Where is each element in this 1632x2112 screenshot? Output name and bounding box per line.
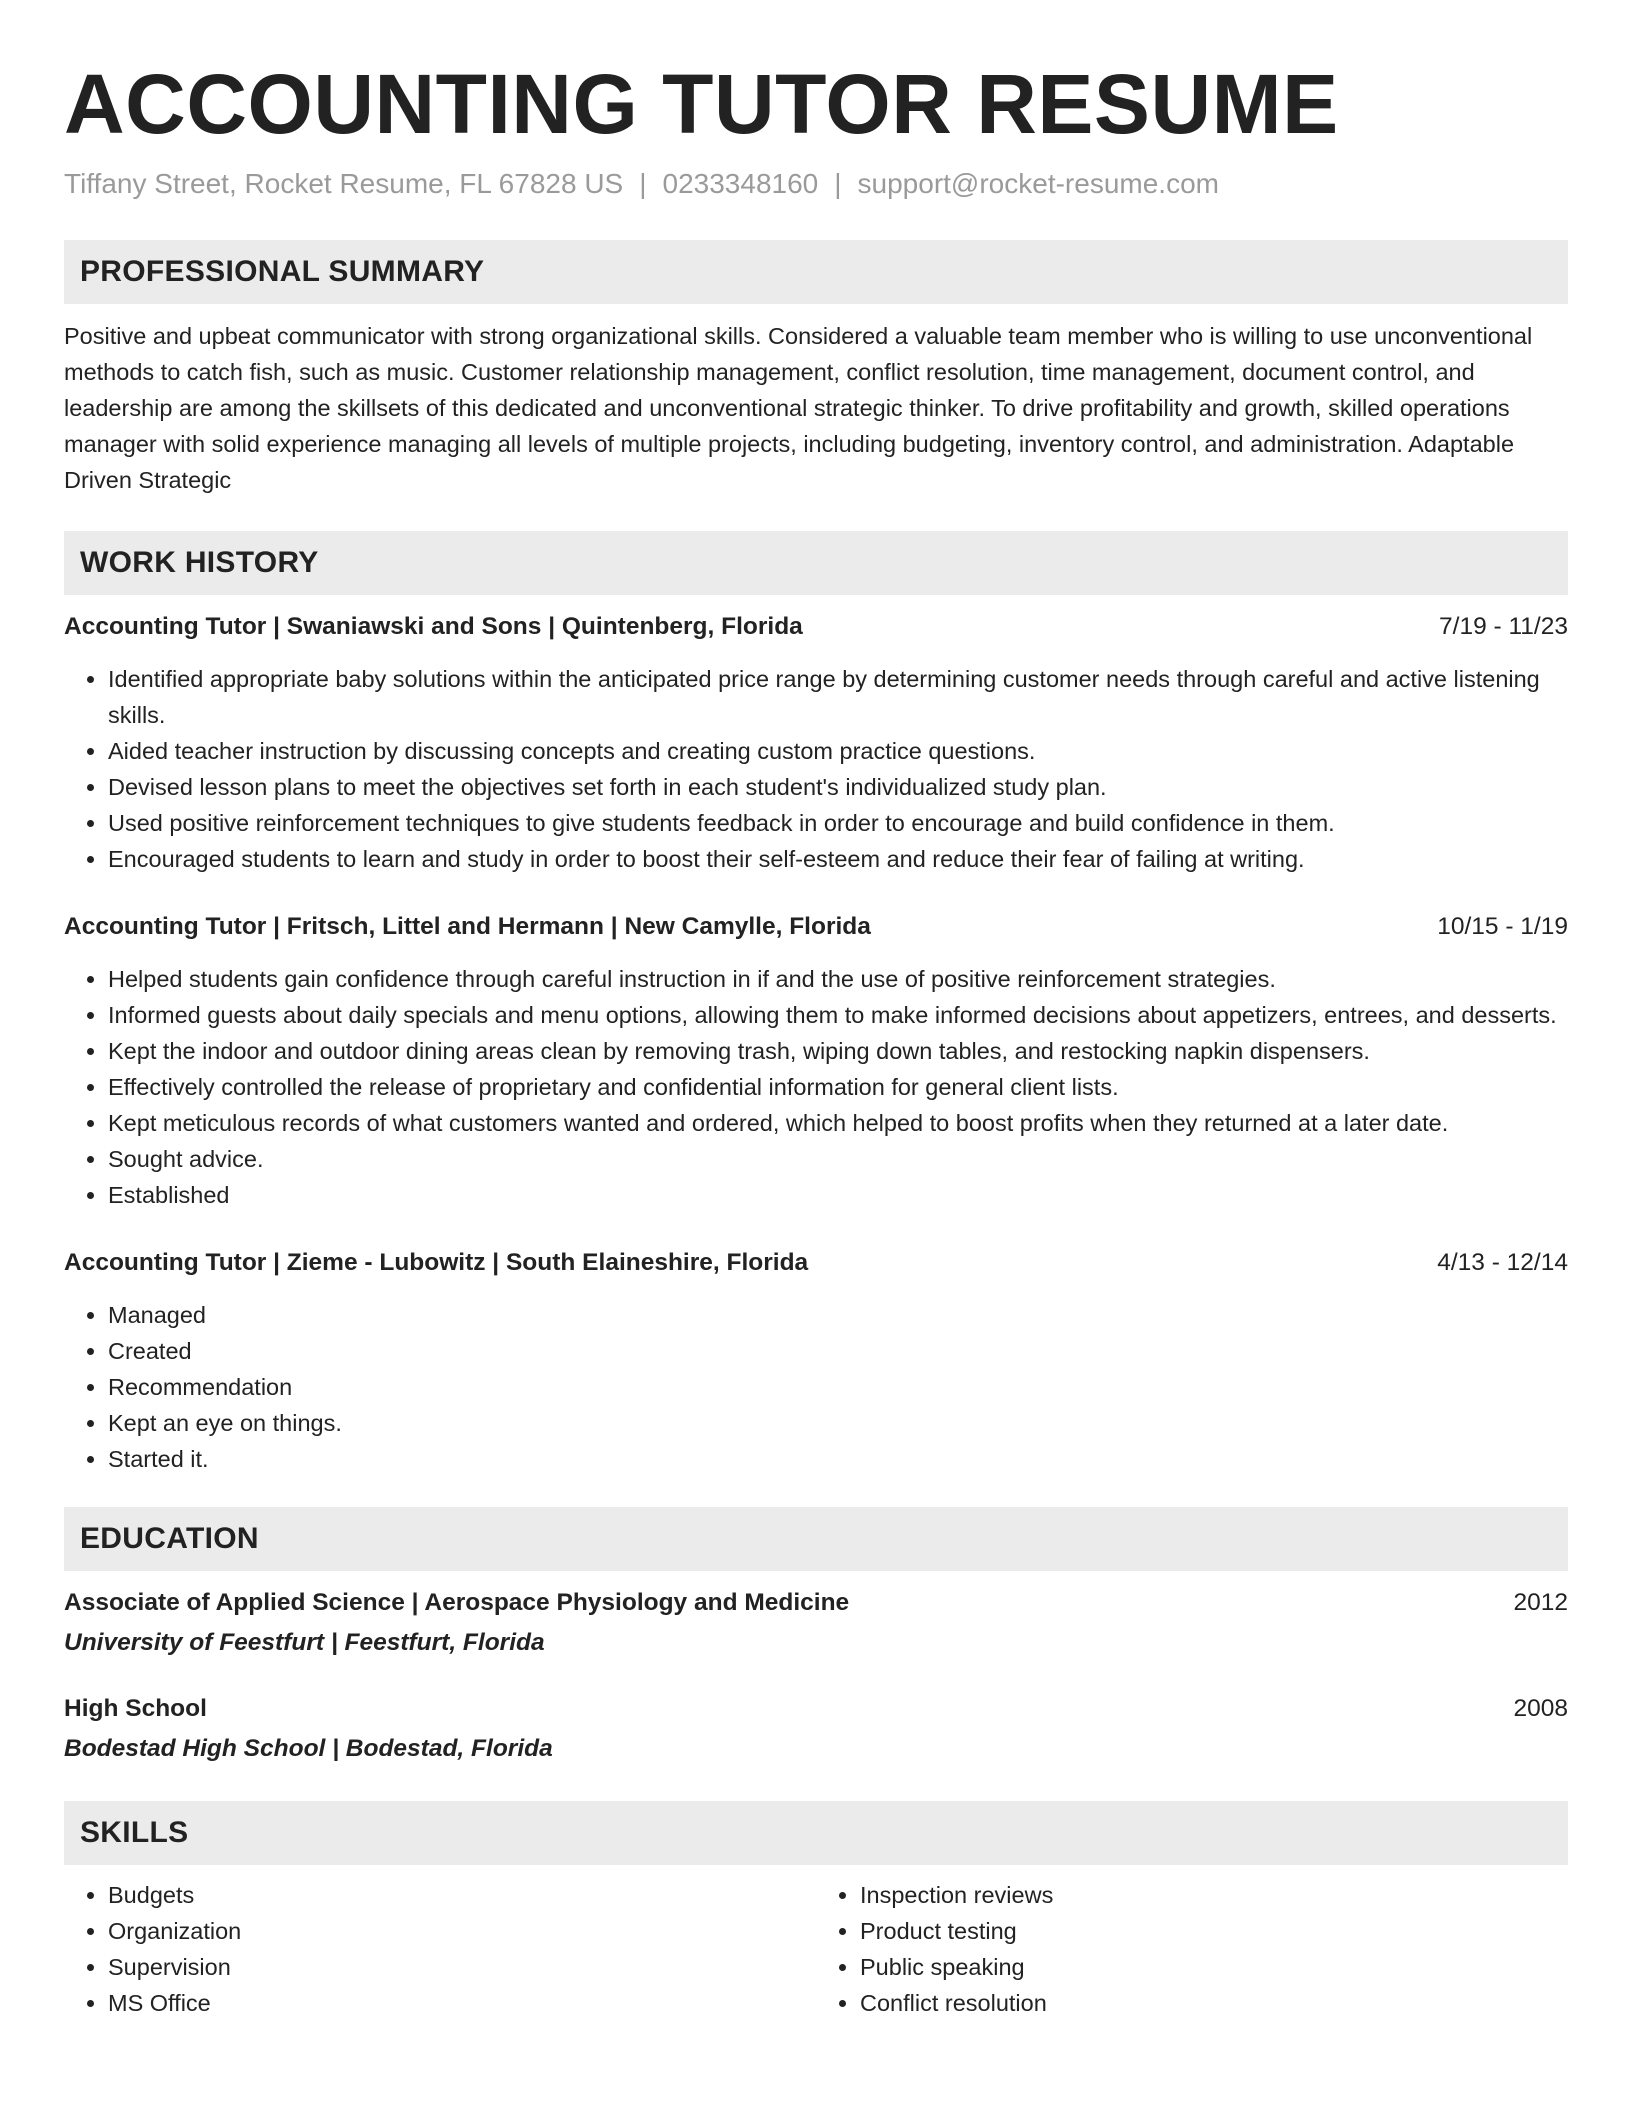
education-degree: High School: [64, 1695, 207, 1722]
list-item: • Identified appropriate baby solutions within the anticipated price range by determining customer needs through careful and active listening skills.: [108, 661, 1568, 733]
list-item: • Encouraged students to learn and study in order to boost their self-esteem and reduce their fear of failing at writing.: [108, 841, 1568, 877]
summary-text: Positive and upbeat communicator with strong organizational skills. Considered a valuable team member who is willing to use unconventional methods to catch fish, such as music. Customer relationship management, conflict resolution, time management, document control, and leadership are among the skillsets of this dedicated and unconventional strategic thinker. To drive profitability and growth, skilled operations manager with solid experience managing all levels of multiple projects, including budgeting, inventory control, and administration. Adaptable Driven Strategic: [64, 323, 1533, 493]
list-item: • Devised lesson plans to meet the objectives set forth in each student's individualized study plan.: [108, 769, 1568, 805]
skill-item: • Public speaking: [860, 1949, 1568, 1985]
list-item: • Informed guests about daily specials and menu options, allowing them to make informed decisions about appetizers, entrees, and desserts.: [108, 997, 1568, 1033]
list-item: • Kept the indoor and outdoor dining areas clean by removing trash, wiping down tables, and restocking napkin dispensers.: [108, 1033, 1568, 1069]
job-title: Accounting Tutor | Zieme - Lubowitz | South Elaineshire, Florida: [64, 1249, 809, 1276]
list-item: • Aided teacher instruction by discussing concepts and creating custom practice questions.: [108, 733, 1568, 769]
education-entry: [64, 1585, 1568, 1661]
education-date: 2012: [1513, 1589, 1568, 1616]
list-item: • Managed: [108, 1297, 1568, 1333]
skills-list-right: [816, 1877, 1568, 2021]
skill-item: • Supervision: [108, 1949, 816, 1985]
job-entry: [64, 609, 1568, 877]
contact-email: support@rocket-resume.com: [857, 168, 1219, 199]
education-school: University of Feestfurt | Feestfurt, Florida: [64, 1629, 545, 1656]
contact-separator: |: [834, 168, 842, 199]
list-item: • Effectively controlled the release of proprietary and confidential information for general client lists.: [108, 1069, 1568, 1105]
list-item: • Started it.: [108, 1441, 1568, 1477]
list-item: • Kept meticulous records of what customers wanted and ordered, which helped to boost profits when they returned at a later date.: [108, 1105, 1568, 1141]
contact-phone: 0233348160: [662, 168, 819, 199]
skills-columns: [64, 1865, 1568, 2021]
skill-item: • Organization: [108, 1913, 816, 1949]
education-header: [64, 1691, 1568, 1727]
job-title: Accounting Tutor | Fritsch, Littel and Hermann | New Camylle, Florida: [64, 913, 871, 940]
education-heading: EDUCATION: [64, 1507, 1568, 1571]
skill-item: • Inspection reviews: [860, 1877, 1568, 1913]
education-header: [64, 1585, 1568, 1621]
skill-item: • Budgets: [108, 1877, 816, 1913]
skill-item: • Conflict resolution: [860, 1985, 1568, 2021]
list-item: • Used positive reinforcement techniques to give students feedback in order to encourage and build confidence in them.: [108, 805, 1568, 841]
job-date: 4/13 - 12/14: [1437, 1249, 1568, 1276]
job-date: 10/15 - 1/19: [1437, 913, 1568, 940]
resume-title: ACCOUNTING TUTOR RESUME: [64, 57, 1339, 151]
job-entry: [64, 1245, 1568, 1477]
education-date: 2008: [1513, 1695, 1568, 1722]
list-item: • Recommendation: [108, 1369, 1568, 1405]
summary-heading: PROFESSIONAL SUMMARY: [64, 240, 1568, 304]
job-header: [64, 1245, 1568, 1281]
contact-separator: |: [639, 168, 647, 199]
skill-item: • MS Office: [108, 1985, 816, 2021]
job-header: [64, 609, 1568, 645]
education-entry: [64, 1691, 1568, 1767]
job-date: 7/19 - 11/23: [1439, 613, 1568, 640]
contact-line: [64, 166, 1568, 202]
contact-address: Tiffany Street, Rocket Resume, FL 67828 US: [64, 168, 624, 199]
list-item: • Established: [108, 1177, 1568, 1213]
skills-heading: SKILLS: [64, 1801, 1568, 1865]
skill-item: • Product testing: [860, 1913, 1568, 1949]
job-title: Accounting Tutor | Swaniawski and Sons | Quintenberg, Florida: [64, 613, 803, 640]
skills-list-left: [64, 1877, 816, 2021]
job-entry: [64, 909, 1568, 1213]
list-item: • Kept an eye on things.: [108, 1405, 1568, 1441]
list-item: • Created: [108, 1333, 1568, 1369]
education-degree: Associate of Applied Science | Aerospace Physiology and Medicine: [64, 1589, 850, 1616]
job-header: [64, 909, 1568, 945]
list-item: • Sought advice.: [108, 1141, 1568, 1177]
education-school: Bodestad High School | Bodestad, Florida: [64, 1735, 553, 1762]
job-bullets: [64, 661, 1568, 877]
job-bullets: [64, 1297, 1568, 1477]
list-item: • Helped students gain confidence through careful instruction in if and the use of positive reinforcement strategies.: [108, 961, 1568, 997]
job-bullets: [64, 961, 1568, 1213]
work-history-heading: WORK HISTORY: [64, 531, 1568, 595]
